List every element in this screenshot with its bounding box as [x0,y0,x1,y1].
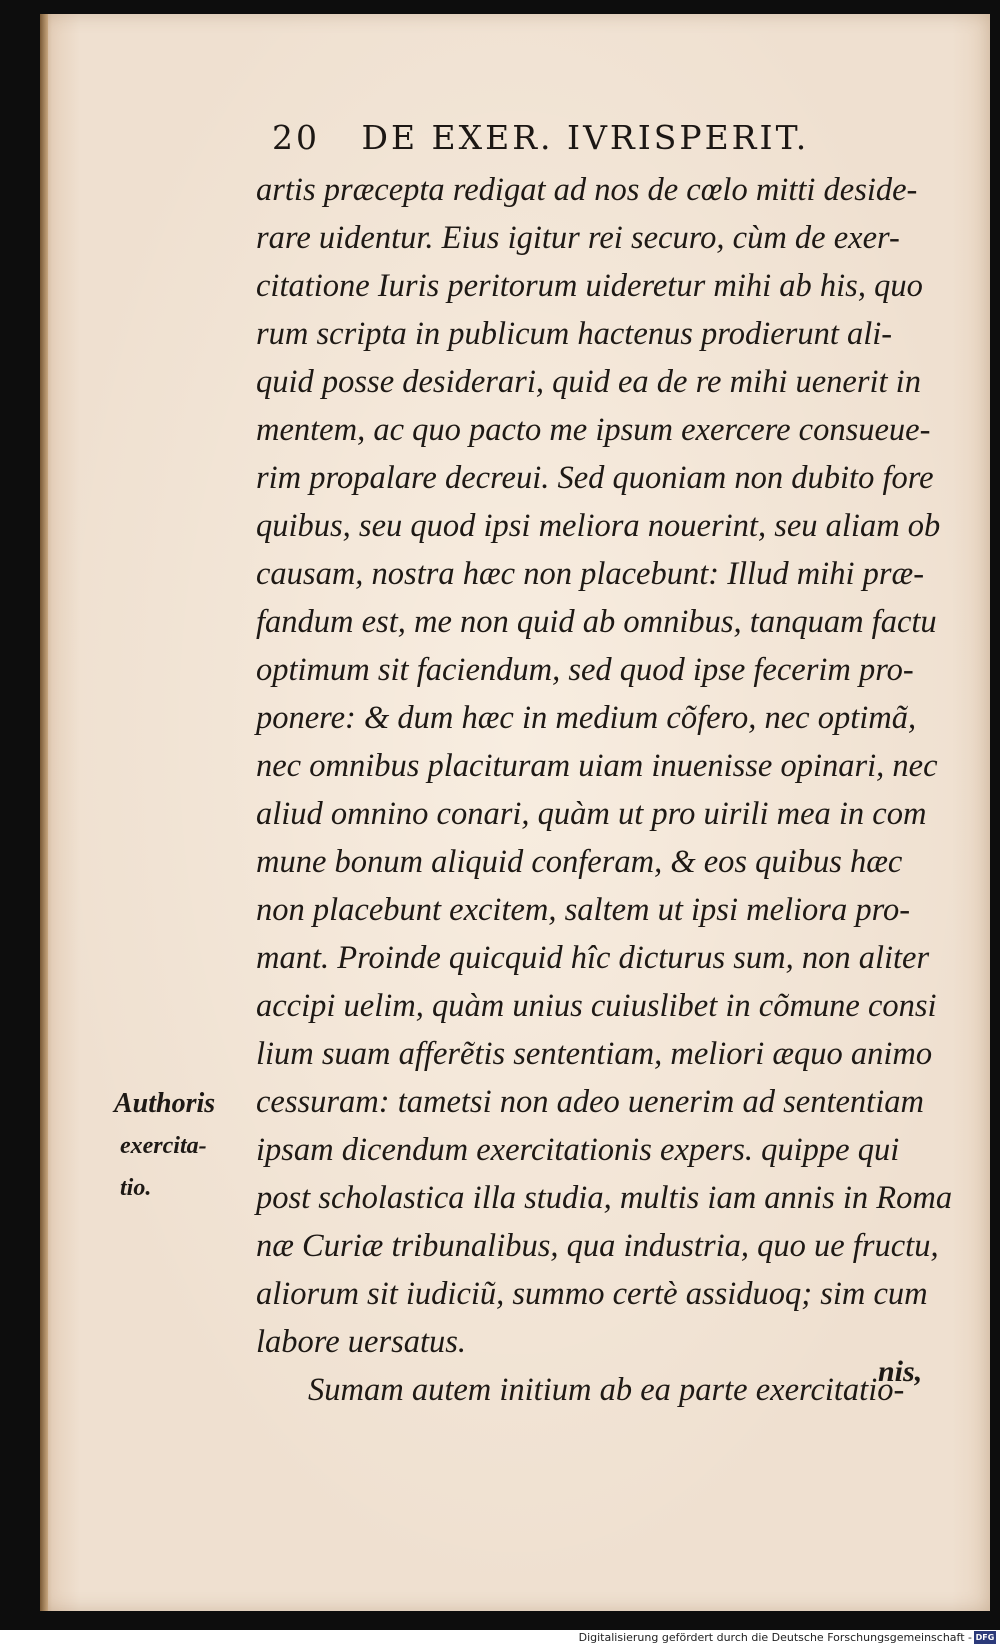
text-line: quibus, seu quod ipsi meliora nouerint, seu aliam ob [256,508,941,544]
text-line: mant. Proinde quicquid hîc dicturus sum, non aliter [256,940,930,976]
funding-credit: Digitalisierung gefördert durch die Deutsche Forschungsgemeinschaft - [578,1631,972,1644]
text-line: rim propalare decreui. Sed quoniam non dubito fore [256,460,934,496]
text-line: citatione Iuris peritorum uideretur mihi ab his, quo [256,268,923,304]
text-line: rare uidentur. Eius igitur rei securo, cùm de exer- [256,220,900,256]
text-line: næ Curiæ tribunalibus, qua industria, quo ue fructu, [256,1228,939,1264]
marginal-note-line: exercita- [120,1133,207,1159]
main-text-block [256,166,953,1414]
text-line: accipi uelim, quàm unius cuiuslibet in cõmune consi [256,988,937,1024]
text-line: causam, nostra hæc non placebunt: Illud mihi præ- [256,556,925,592]
text-line: aliud omnino conari, quàm ut pro uirili mea in com [256,796,927,832]
dfg-logo: DFG [975,1633,995,1642]
catchword: nis, [878,1355,923,1388]
running-title: DE EXER. IVRISPERIT. [361,118,810,157]
text-line-paragraph-start: Sumam autem initium ab ea parte exercitatio- [308,1372,905,1408]
marginal-note [114,1083,254,1209]
text-line: mentem, ac quo pacto me ipsum exercere consueue- [256,412,931,448]
text-line: ponere: & dum hæc in medium cõfero, nec optimã, [256,700,917,736]
text-line: aliorum sit iudiciũ, summo certè assiduoq; sim cum [256,1276,928,1312]
text-line: non placebunt excitem, saltem ut ipsi meliora pro- [256,892,911,928]
page-number: 20 [272,118,320,157]
text-line: lium suam afferẽtis sententiam, meliori æquo animo [256,1036,933,1072]
marginal-note-line: tio. [120,1175,152,1201]
marginal-note-line: Authoris [114,1088,216,1119]
text-line: labore uersatus. [256,1324,467,1360]
text-line: mune bonum aliquid conferam, & eos quibus hæc [256,844,903,880]
text-line: cessuram: tametsi non adeo uenerim ad sententiam [256,1084,924,1120]
text-line: nec omnibus placituram uiam inuenisse opinari, nec [256,748,938,784]
text-line: fandum est, me non quid ab omnibus, tanquam factu [256,604,937,640]
text-line: post scholastica illa studia, multis iam annis in Roma [256,1180,953,1216]
text-line: rum scripta in publicum hactenus prodierunt ali- [256,316,893,352]
page-gutter-edge [40,14,48,1611]
text-line: optimum sit faciendum, sed quod ipse fecerim pro- [256,652,914,688]
text-line: artis præcepta redigat ad nos de cœlo mitti deside- [256,172,918,208]
text-line: quid posse desiderari, quid ea de re mihi uenerit in [256,364,921,400]
running-header [272,118,872,168]
text-line: ipsam dicendum exercitationis expers. quippe qui [256,1132,900,1168]
